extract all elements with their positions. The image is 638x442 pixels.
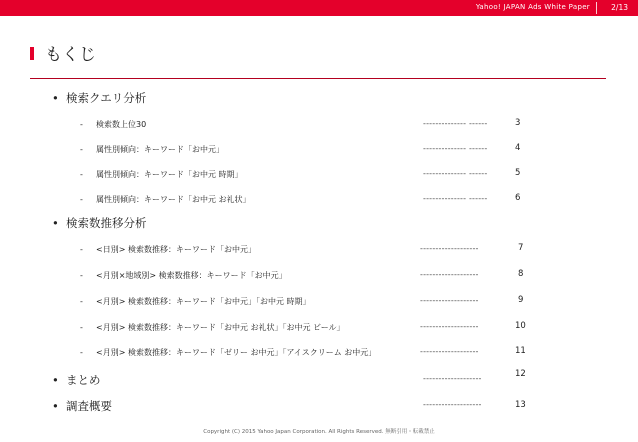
title-accent-bar — [30, 47, 34, 60]
toc-item-label: <月別> 検索数推移：キーワード「ゼリー お中元」「アイスクリーム お中元」 — [96, 348, 377, 357]
dash-icon: - — [80, 323, 83, 332]
toc-item-label: <月別> 検索数推移：キーワード「お中元」「お中元 時期」 — [96, 297, 311, 306]
dash-icon: - — [80, 120, 83, 129]
toc-leader: ------------------- — [420, 296, 479, 305]
toc-leader: ------------------- — [420, 270, 479, 279]
section-label: 調査概要 — [66, 399, 112, 413]
header-divider — [596, 2, 597, 14]
toc-item-label: 属性別傾向：キーワード「お中元 お礼状」 — [96, 195, 251, 204]
toc-item[interactable] — [80, 194, 251, 205]
bullet-icon: • — [52, 91, 59, 105]
toc-page-number: 4 — [515, 143, 521, 153]
toc-leader: -------------- ------ — [423, 119, 488, 128]
toc-item[interactable] — [80, 296, 311, 307]
section-label: 検索数推移分析 — [66, 216, 147, 230]
toc-page-number: 8 — [518, 269, 524, 279]
toc-page-number: 12 — [515, 369, 526, 379]
brand-label: Yahoo! JAPAN Ads White Paper — [475, 3, 590, 11]
title-divider — [30, 78, 606, 79]
bullet-icon: • — [52, 216, 59, 230]
toc-leader: ------------------- — [423, 374, 482, 383]
toc-page-number: 11 — [515, 346, 526, 356]
dash-icon: - — [80, 297, 83, 306]
dash-icon: - — [80, 195, 83, 204]
toc-item-label: <月別×地域別> 検索数推移：キーワード「お中元」 — [96, 271, 287, 280]
bullet-icon: • — [52, 399, 59, 413]
toc-item-label: 属性別傾向：キーワード「お中元」 — [96, 145, 224, 154]
toc-page-number: 10 — [515, 321, 526, 331]
toc-leader: ------------------- — [420, 322, 479, 331]
toc-item[interactable] — [80, 322, 345, 333]
section-label: まとめ — [66, 373, 101, 387]
toc-leader: ------------------- — [423, 400, 482, 409]
toc-section-summary[interactable] — [52, 372, 101, 388]
dash-icon: - — [80, 170, 83, 179]
bullet-icon: • — [52, 373, 59, 387]
toc-page-number: 5 — [515, 168, 521, 178]
dash-icon: - — [80, 145, 83, 154]
toc-page-number: 13 — [515, 400, 526, 410]
dash-icon: - — [80, 245, 83, 254]
toc-item-label: 検索数上位30 — [96, 120, 147, 129]
toc-item[interactable] — [80, 119, 146, 130]
header-bar — [0, 0, 638, 16]
toc-leader: -------------- ------ — [423, 194, 488, 203]
toc-leader: ------------------- — [420, 244, 479, 253]
toc-item-label: <月別> 検索数推移：キーワード「お中元 お礼状」「お中元 ビール」 — [96, 323, 345, 332]
toc-item[interactable] — [80, 270, 287, 281]
section-label: 検索クエリ分析 — [66, 91, 147, 105]
toc-page-number: 9 — [518, 295, 524, 305]
toc-item[interactable] — [80, 144, 224, 155]
page-title: もくじ — [45, 45, 96, 65]
toc-leader: -------------- ------ — [423, 169, 488, 178]
toc-section-query-analysis[interactable] — [52, 90, 146, 106]
copyright-footer: Copyright (C) 2015 Yahoo Japan Corporation. All Rights Reserved. 無断引用・転載禁止 — [203, 429, 435, 435]
toc-item-label: <日別> 検索数推移：キーワード「お中元」 — [96, 245, 256, 254]
page-number: 2/13 — [611, 3, 628, 12]
toc-leader: -------------- ------ — [423, 144, 488, 153]
toc-section-overview[interactable] — [52, 398, 112, 414]
dash-icon: - — [80, 348, 83, 357]
toc-item[interactable] — [80, 347, 376, 358]
toc-page-number: 7 — [518, 243, 524, 253]
dash-icon: - — [80, 271, 83, 280]
toc-item-label: 属性別傾向：キーワード「お中元 時期」 — [96, 170, 243, 179]
toc-leader: ------------------- — [420, 347, 479, 356]
toc-page-number: 6 — [515, 193, 521, 203]
toc-item[interactable] — [80, 244, 256, 255]
toc-section-trend-analysis[interactable] — [52, 215, 147, 231]
toc-page-number: 3 — [515, 118, 521, 128]
toc-item[interactable] — [80, 169, 243, 180]
